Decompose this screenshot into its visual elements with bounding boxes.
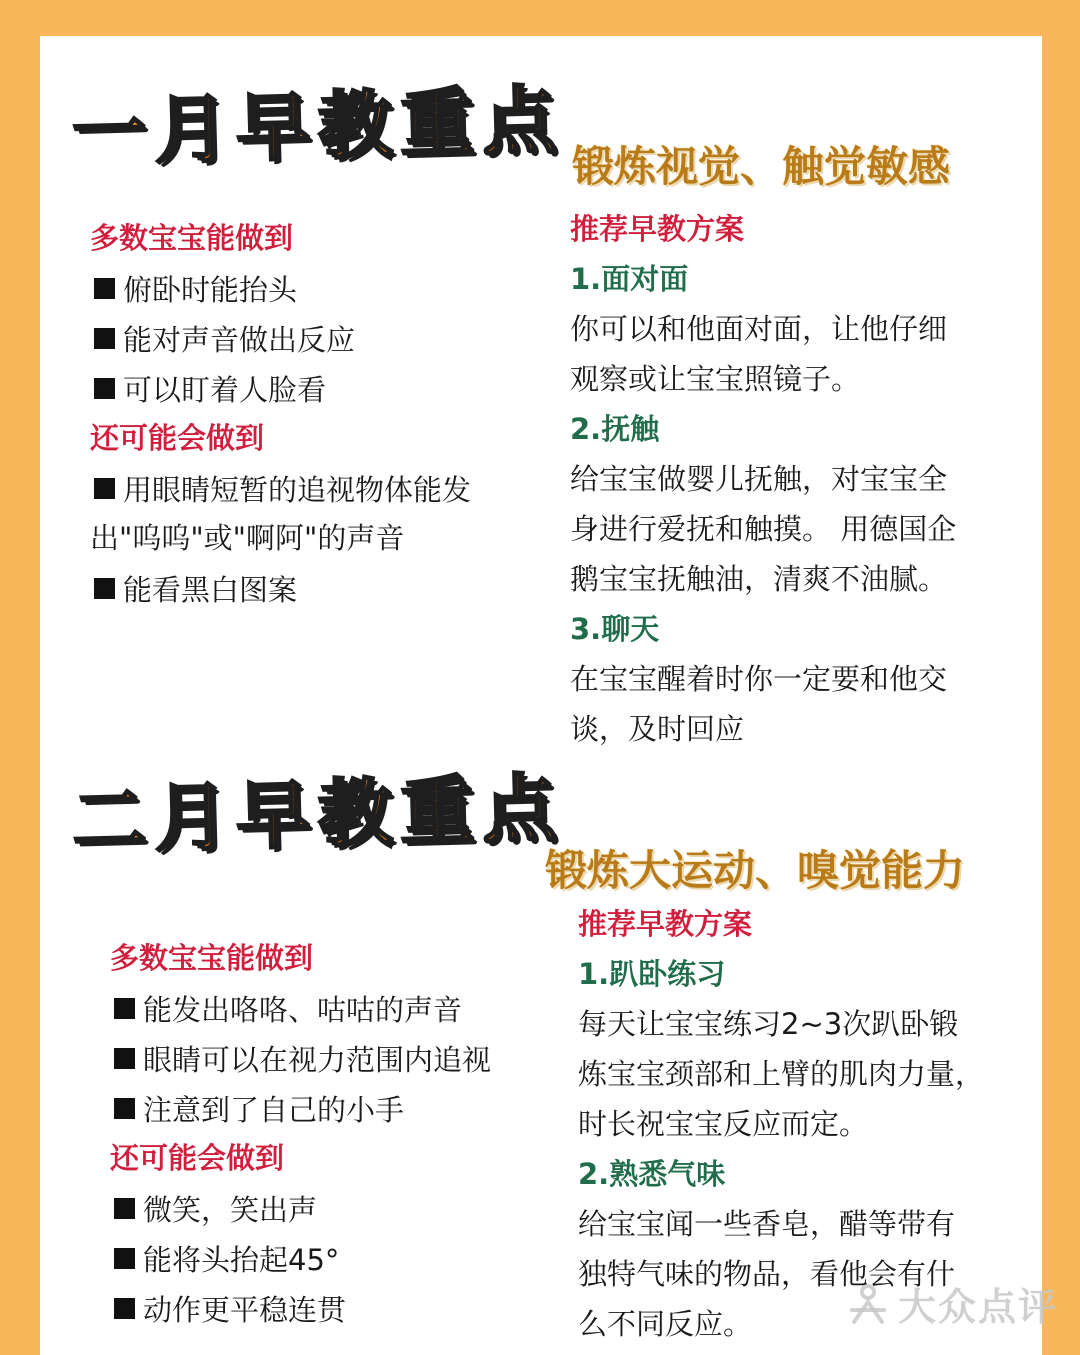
list-item: 可以盯着人脸看 [90, 363, 471, 413]
list-item: 能发出咯咯、咕咕的声音 [110, 983, 491, 1033]
square-bullet-icon [94, 328, 115, 349]
paragraph-line: 每天让宝宝练习2~3次趴卧锻 [578, 1007, 959, 1041]
dianping-watermark [844, 1276, 1058, 1331]
month1-most-babies-heading: 多数宝宝能做到 [90, 221, 294, 255]
square-bullet-icon [114, 1298, 135, 1319]
month2-plan-1-title: 1.趴卧练习 [578, 957, 726, 991]
list-item: 俯卧时能抬头 [90, 263, 471, 313]
dianping-logo-icon [844, 1280, 892, 1328]
month1-plan-2-title: 2.抚触 [570, 412, 660, 446]
month2-may-also-heading: 还可能会做到 [110, 1141, 285, 1175]
paragraph-line: 鹅宝宝抚触油，清爽不油腻。 [570, 562, 948, 596]
paragraph-line: 独特气味的物品，看他会有什 [578, 1257, 956, 1291]
month1-plan-1-title: 1.面对面 [570, 262, 689, 296]
square-bullet-icon [114, 1248, 135, 1269]
paragraph-line: 谈，及时回应 [570, 712, 745, 746]
paragraph-line: 给宝宝做婴儿抚触，对宝宝全 [570, 462, 948, 496]
paragraph-line: 时长祝宝宝反应而定。 [578, 1107, 869, 1141]
paragraph-line: 身进行爱抚和触摸。 用德国企 [570, 512, 957, 546]
square-bullet-icon [94, 278, 115, 299]
month1-left-column [90, 213, 471, 613]
month1-plan-3-title: 3.聊天 [570, 612, 660, 646]
paragraph-line: 在宝宝醒着时你一定要和他交 [570, 662, 948, 696]
month2-subtitle: 锻炼大运动、嗅觉能力 [545, 846, 966, 895]
month2-plan-2-title: 2.熟悉气味 [578, 1157, 726, 1191]
list-item: 能将头抬起45° [110, 1233, 491, 1283]
month2-plan-heading: 推荐早教方案 [578, 907, 753, 941]
month2-title: 二月早教重点 [71, 765, 566, 865]
month2-left-column [110, 933, 491, 1333]
month1-subtitle: 锻炼视觉、触觉敏感 [572, 142, 951, 191]
square-bullet-icon [114, 1098, 135, 1119]
paragraph-line: 炼宝宝颈部和上臂的肌肉力量， [578, 1057, 985, 1091]
month1-title: 一月早教重点 [71, 77, 566, 177]
list-item: 用眼睛短暂的追视物体能发 [90, 463, 471, 513]
paragraph-line: 给宝宝闻一些香皂，醋等带有 [578, 1207, 956, 1241]
square-bullet-icon [114, 1048, 135, 1069]
square-bullet-icon [94, 478, 115, 499]
month1-may-also-heading: 还可能会做到 [90, 421, 265, 455]
paragraph-line: 你可以和他面对面，让他仔细 [570, 312, 948, 346]
square-bullet-icon [94, 378, 115, 399]
list-item: 眼睛可以在视力范围内追视 [110, 1033, 491, 1083]
square-bullet-icon [114, 1198, 135, 1219]
month2-most-babies-heading: 多数宝宝能做到 [110, 941, 314, 975]
paragraph-line: 么不同反应。 [578, 1307, 753, 1341]
month1-plan-heading: 推荐早教方案 [570, 212, 745, 246]
list-item: 微笑，笑出声 [110, 1183, 491, 1233]
list-item: 动作更平稳连贯 [110, 1283, 491, 1333]
list-item: 注意到了自己的小手 [110, 1083, 491, 1133]
list-item: 能对声音做出反应 [90, 313, 471, 363]
paragraph-line: 观察或让宝宝照镜子。 [570, 362, 861, 396]
square-bullet-icon [114, 998, 135, 1019]
list-item: 能看黑白图案 [90, 563, 471, 613]
list-item-continuation: 出"呜呜"或"啊阿"的声音 [90, 521, 405, 555]
square-bullet-icon [94, 578, 115, 599]
watermark-text: 大众点评 [897, 1285, 1058, 1329]
month1-right-column [570, 204, 956, 754]
